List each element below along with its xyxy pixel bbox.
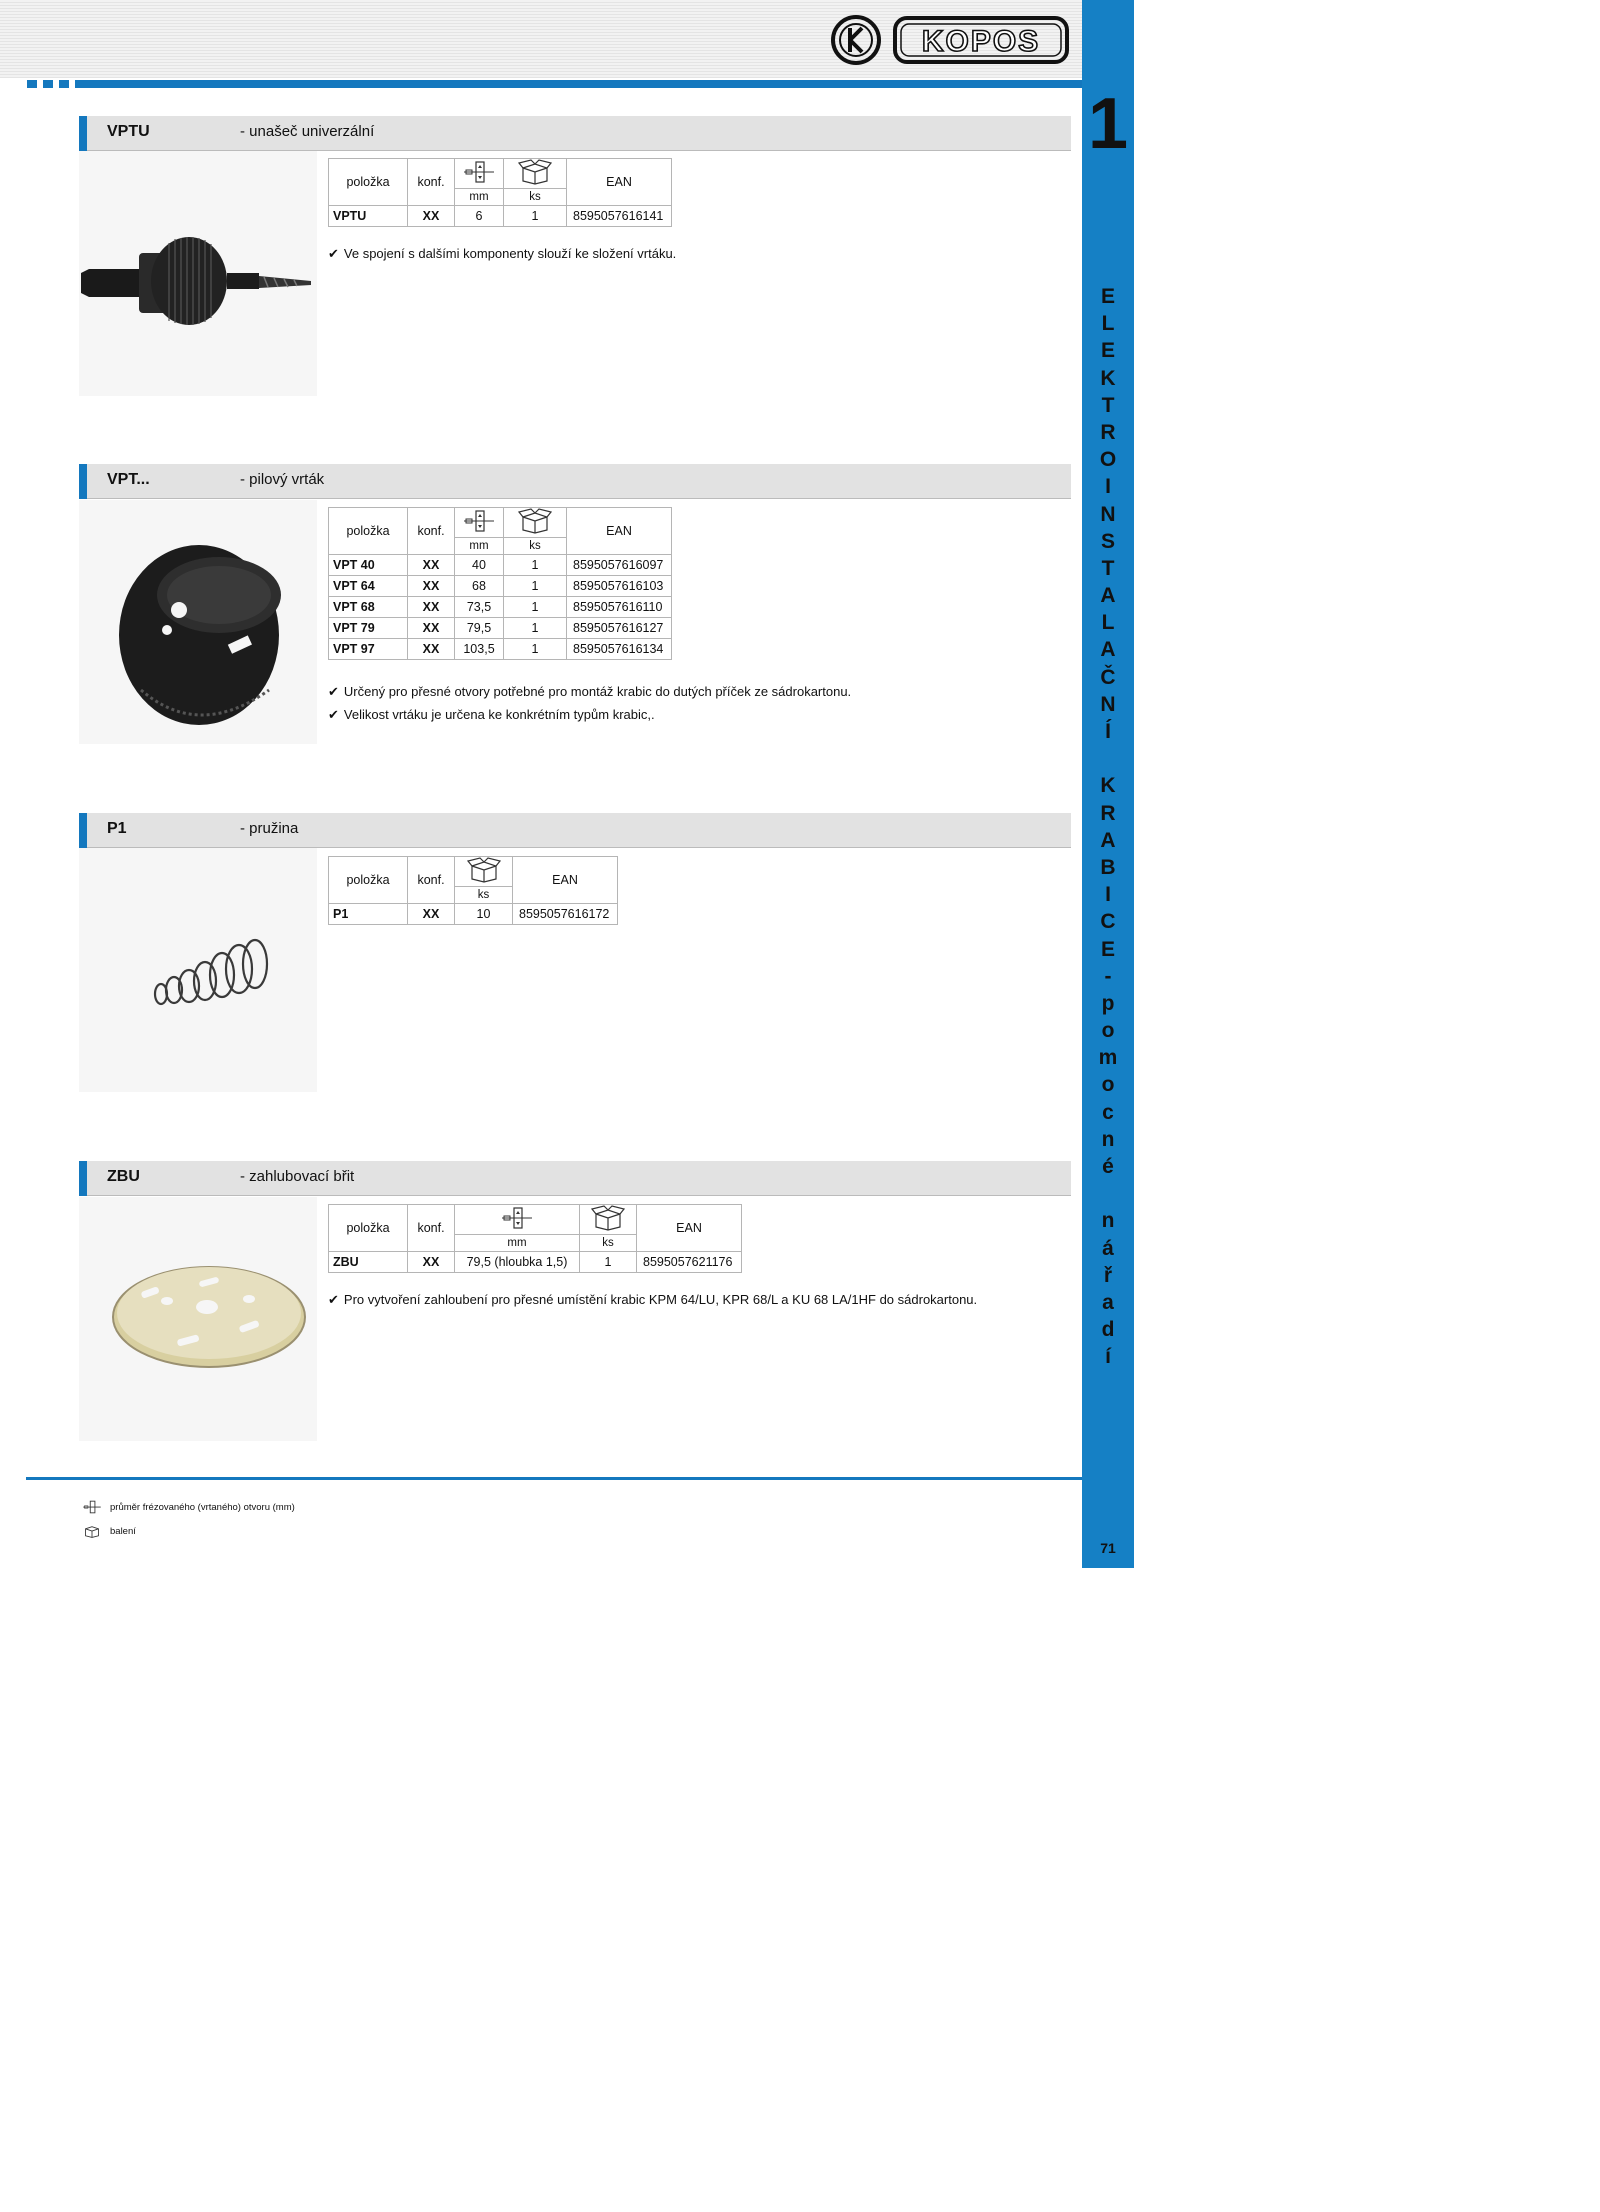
chapter-letter: E bbox=[1100, 937, 1115, 961]
header-conf: konf. bbox=[408, 159, 455, 206]
chapter-letter: a bbox=[1102, 1290, 1114, 1314]
section-code: P1 bbox=[107, 820, 127, 837]
chapter-letter: d bbox=[1101, 1318, 1115, 1342]
spec-table-vpt bbox=[328, 507, 672, 660]
chapter-letter: K bbox=[1100, 366, 1116, 390]
chapter-letter: é bbox=[1102, 1155, 1114, 1178]
chapter-letter: T bbox=[1101, 393, 1115, 417]
table-row: VPT 40 XX 40 1 8595057616097 bbox=[329, 555, 672, 576]
section-code: ZBU bbox=[107, 1168, 140, 1185]
chapter-letter: E bbox=[1100, 339, 1115, 363]
note-vpt-1: ✔ Určený pro přesné otvory potřebné pro montáž krabic do dutých příček ze sádrokartonu. bbox=[328, 684, 852, 699]
header-diameter bbox=[455, 1205, 580, 1235]
chapter-letter: I bbox=[1105, 883, 1111, 907]
section-description: - pružina bbox=[240, 820, 299, 837]
product-photo-zbu bbox=[79, 1197, 317, 1441]
chapter-letter: I bbox=[1105, 475, 1111, 499]
spec-table-zbu bbox=[328, 1204, 742, 1273]
header-item: položka bbox=[329, 857, 408, 904]
chapter-letter: R bbox=[1100, 801, 1116, 825]
chapter-number: 1 bbox=[1087, 84, 1129, 164]
chapter-letter: Č bbox=[1100, 665, 1116, 689]
brand-text: KOPOS bbox=[921, 25, 1041, 58]
diameter-icon bbox=[82, 1500, 102, 1514]
chapter-letter: ř bbox=[1103, 1263, 1113, 1287]
table-row: VPT 64 XX 68 1 8595057616103 bbox=[329, 576, 672, 597]
header-mm: mm bbox=[455, 189, 504, 206]
check-icon: ✔ bbox=[328, 246, 339, 261]
section-description: - unašeč univerzální bbox=[240, 123, 375, 140]
header-ean: EAN bbox=[567, 159, 672, 206]
header-mm: mm bbox=[455, 538, 504, 555]
chapter-letter: n bbox=[1101, 1209, 1115, 1233]
chapter-letter: - bbox=[1104, 964, 1112, 988]
header-ean: EAN bbox=[567, 508, 672, 555]
chapter-letter: Í bbox=[1105, 720, 1111, 743]
section-description: - zahlubovací břit bbox=[240, 1168, 355, 1185]
box-icon bbox=[82, 1524, 102, 1538]
chapter-letter: R bbox=[1100, 420, 1116, 444]
note-vpt-2: ✔ Velikost vrtáku je určena ke konkrétním typům krabic,. bbox=[328, 707, 655, 722]
chapter-letter: í bbox=[1105, 1345, 1111, 1369]
header-diameter bbox=[455, 159, 504, 189]
section-code: VPTU bbox=[107, 123, 150, 140]
legend-diameter: průměr frézovaného (vrtaného) otvoru (mm) bbox=[82, 1500, 295, 1514]
box-icon bbox=[518, 159, 552, 185]
diameter-icon bbox=[500, 1206, 534, 1230]
header-ks: ks bbox=[455, 887, 513, 904]
header-ks: ks bbox=[504, 538, 567, 555]
chapter-letter: A bbox=[1100, 638, 1116, 662]
chapter-letter: c bbox=[1102, 1100, 1114, 1124]
box-icon bbox=[591, 1205, 625, 1231]
chapter-letter bbox=[1082, 1180, 1134, 1207]
product-photo-vpt bbox=[79, 500, 317, 744]
table-row: ZBU XX 79,5 (hloubka 1,5) 1 8595057621176 bbox=[329, 1252, 742, 1273]
chapter-letter: S bbox=[1100, 529, 1115, 553]
chapter-letter: á bbox=[1102, 1236, 1114, 1260]
check-icon: ✔ bbox=[328, 707, 339, 722]
header-diameter bbox=[455, 508, 504, 538]
chapter-letter: C bbox=[1100, 910, 1116, 934]
box-icon bbox=[467, 857, 501, 883]
header-ean: EAN bbox=[637, 1205, 742, 1252]
note-zbu-1: ✔ Pro vytvoření zahloubení pro přesné umístění krabic KPM 64/LU, KPR 68/L a KU 68 LA/1HF do sádrokartonu. bbox=[328, 1292, 978, 1307]
header-package bbox=[455, 857, 513, 887]
table-row: VPT 68 XX 73,5 1 8595057616110 bbox=[329, 597, 672, 618]
header-squares bbox=[27, 80, 69, 88]
header-item: položka bbox=[329, 1205, 408, 1252]
diameter-icon bbox=[462, 509, 496, 533]
chapter-letter: N bbox=[1100, 502, 1116, 526]
legend-package: balení bbox=[82, 1524, 136, 1538]
chapter-letter: A bbox=[1100, 584, 1116, 608]
table-row: VPT 97 XX 103,5 1 8595057616134 bbox=[329, 639, 672, 660]
note-vptu-1: ✔ Ve spojení s dalšími komponenty slouží ke složení vrtáku. bbox=[328, 246, 677, 261]
table-row: VPTU XX 6 1 8595057616141 bbox=[329, 206, 672, 227]
section-header-vptu bbox=[79, 116, 1071, 151]
chapter-letter: p bbox=[1101, 991, 1115, 1015]
chapter-letter bbox=[1082, 745, 1134, 772]
header-package bbox=[504, 159, 567, 189]
chapter-letter: O bbox=[1099, 448, 1117, 472]
chapter-letter: o bbox=[1101, 1073, 1115, 1097]
chapter-title-vertical bbox=[1082, 283, 1134, 1371]
spec-table-vptu bbox=[328, 158, 672, 227]
header-package bbox=[504, 508, 567, 538]
check-icon: ✔ bbox=[328, 1292, 339, 1307]
chapter-letter: T bbox=[1101, 556, 1115, 580]
chapter-letter: B bbox=[1100, 855, 1116, 879]
box-icon bbox=[518, 508, 552, 534]
chapter-letter: n bbox=[1101, 1127, 1115, 1151]
spec-table-p1 bbox=[328, 856, 618, 925]
table-row: P1 XX 10 8595057616172 bbox=[329, 904, 618, 925]
kopos-logo bbox=[830, 14, 1070, 66]
footer-line bbox=[26, 1477, 1082, 1480]
chapter-letter: E bbox=[1100, 285, 1115, 308]
check-icon: ✔ bbox=[328, 684, 339, 699]
header-conf: konf. bbox=[408, 857, 455, 904]
chapter-letter: A bbox=[1100, 828, 1116, 852]
chapter-letter: o bbox=[1101, 1019, 1115, 1043]
section-header-p1 bbox=[79, 813, 1071, 848]
header-ean: EAN bbox=[513, 857, 618, 904]
header-package bbox=[580, 1205, 637, 1235]
section-header-zbu bbox=[79, 1161, 1071, 1196]
header-conf: konf. bbox=[408, 508, 455, 555]
header-item: položka bbox=[329, 508, 408, 555]
product-photo-vptu bbox=[79, 151, 317, 396]
header-item: položka bbox=[329, 159, 408, 206]
diameter-icon bbox=[462, 160, 496, 184]
header-mm: mm bbox=[455, 1235, 580, 1252]
chapter-letter: N bbox=[1100, 692, 1116, 716]
header-ks: ks bbox=[580, 1235, 637, 1252]
header-line bbox=[75, 80, 1082, 88]
section-header-vpt bbox=[79, 464, 1071, 499]
header-conf: konf. bbox=[408, 1205, 455, 1252]
table-row: VPT 79 XX 79,5 1 8595057616127 bbox=[329, 618, 672, 639]
product-photo-p1 bbox=[79, 848, 317, 1092]
header-ks: ks bbox=[504, 189, 567, 206]
section-description: - pilový vrták bbox=[240, 471, 325, 488]
page-number: 71 bbox=[1100, 1540, 1116, 1556]
chapter-letter: K bbox=[1100, 774, 1116, 798]
section-code: VPT... bbox=[107, 471, 150, 488]
chapter-letter: m bbox=[1098, 1046, 1118, 1070]
chapter-letter: L bbox=[1101, 312, 1115, 336]
chapter-letter: L bbox=[1101, 611, 1115, 635]
